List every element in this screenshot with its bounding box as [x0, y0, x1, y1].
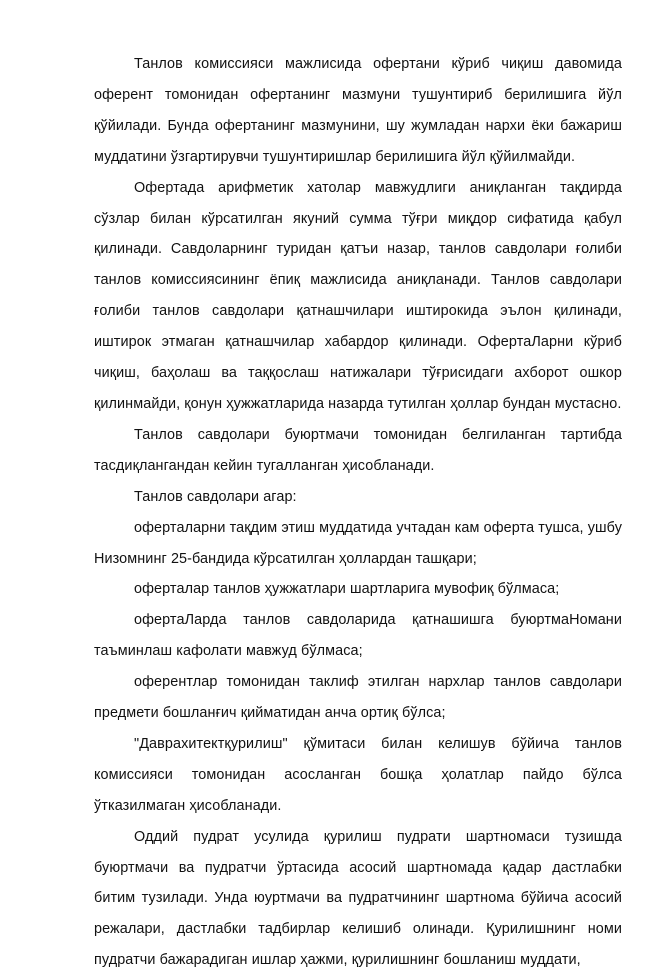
paragraph-completion: Танлов савдолари буюртмачи томонидан белгиланган тартибда тасдиқлангандан кейин тугалланган ҳисобланади. [94, 426, 622, 474]
paragraph-condition-committee: "Даврахитектқурилиш" қўмитаси билан келишув бўйича танлов комиссияси томонидан асосланган бошқа ҳолатлар пайдо бўлса ўтказилмаган ҳисобланади. [94, 735, 622, 814]
paragraph-condition-high-prices: оферентлар томонидан таклиф этилган нархлар танлов савдолари предмети бошланғич қийматидан анча ортиқ бўлса; [94, 674, 622, 722]
paragraph-condition-nonconforming: оферталар танлов ҳужжатлари шартларига мувофиқ бўлмаса; [134, 581, 560, 598]
paragraph-offer-review: Танлов комиссияси мажлисида офертани кўриб чиқиш давомида оферент томонидан офертанинг мазмуни тушунтириб берилишига йўл қўйилади. Бунда офертанинг мазмунини, шу жумладан нархи ёки бажариш муддатини ўзгартирувчи тушунтиришлар берилишига йўл қўйилмайди. [94, 56, 622, 165]
paragraph-arithmetic-errors: Офертада арифметик хатолар мавжудлиги аниқланган тақдирда сўзлар билан кўрсатилган якуний сумма тўғри миқдор сифатида қабул қилинади. Савдоларнинг туридан қатъи назар, танлов савдолари ғолиби танлов комиссиясининг ёпиқ мажлисида аниқланади. Танлов савдолари ғолиби танлов савдолари қатнашчилари иштирокида эълон қилинади, иштирок этмаган қатнашчилар хабардор қилинади. ОфертаЛарни кўриб чиқиш, баҳолаш ва таққослаш натижалари тўғрисидаги ахборот ошкор қилинмайди, қонун ҳужжатларида назарда тутилган ҳоллар бундан мустасно. [94, 179, 622, 412]
paragraph-condition-few-offers: оферталарни тақдим этиш муддатида учтадан кам оферта тушса, ушбу Низомнинг 25-бандида кўрсатилган ҳоллардан ташқари; [94, 519, 622, 567]
paragraph-conditions-intro: Танлов савдолари агар: [134, 488, 297, 505]
paragraph-simple-contract: Оддий пудрат усулида қурилиш пудрати шартномаси тузишда буюртмачи ва пудратчи ўртасида асосий шартномада қадар дастлабки битим тузилади. Унда юуртмачи ва пудратчининг шартнома бўйича асосий режалари, дастлабки тадбирлар келишиб олинади. Қурилишнинг номи пудратчи бажарадиган ишлар ҳажми, қурилишнинг бошланиш муддати, [94, 828, 622, 969]
paragraph-condition-no-guarantee: офертаЛарда танлов савдоларида қатнашишга буюртмаНомани таъминлаш кафолати мавжуд бўлмаса; [94, 612, 622, 660]
document-page [94, 49, 622, 976]
